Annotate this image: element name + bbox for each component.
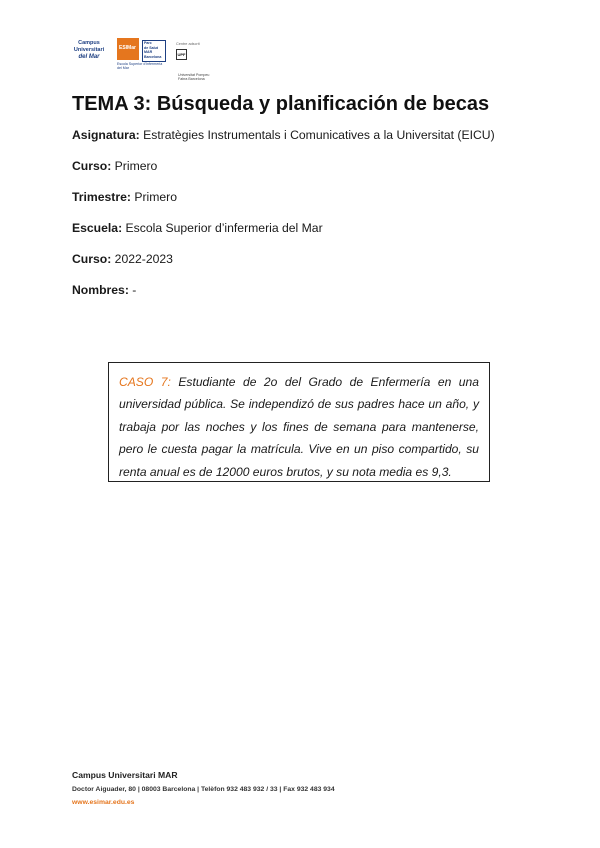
esimar-logo-subtitle: Escola Superior d'Infermeria del Mar [117, 62, 163, 71]
field-label: Nombres: [72, 283, 129, 297]
field-label: Escuela: [72, 221, 123, 235]
upf-logo-caption: Centre adscrit [176, 42, 200, 46]
field-value: Primero [130, 190, 177, 204]
field-curso [72, 159, 157, 173]
field-escuela [72, 221, 323, 235]
upf-logo-mark: UPF [176, 49, 187, 60]
campus-mar-logo-line3: del Mar [78, 54, 100, 60]
campus-mar-logo-line1: Campus [78, 40, 100, 46]
field-value: Escola Superior d’infermeria del Mar [122, 221, 323, 235]
footer-website-link[interactable]: www.esimar.edu.es [72, 799, 135, 806]
field-value: 2022-2023 [111, 252, 173, 266]
parc-salut-line-1: Parc [144, 41, 152, 45]
esimar-logo-mark [117, 38, 139, 60]
case-label: CASO 7: [119, 375, 171, 389]
esimar-logo-text: ESIMar [119, 45, 136, 51]
page-footer [72, 770, 335, 806]
document-title: TEMA 3: Búsqueda y planificación de becas [72, 93, 490, 115]
upf-logo [176, 42, 216, 85]
case-box [108, 362, 490, 482]
field-label: Curso: [72, 252, 112, 266]
field-nombres [72, 283, 136, 297]
footer-campus-name: Campus Universitari MAR [72, 770, 178, 780]
field-trimestre [72, 190, 177, 204]
field-label: Asignatura: [72, 128, 140, 142]
parc-salut-line-4: Barcelona [144, 54, 162, 59]
case-text [119, 371, 479, 483]
field-value: - [128, 283, 137, 297]
field-label: Trimestre: [72, 190, 131, 204]
parc-salut-line-2: de Salut [144, 45, 158, 50]
field-label: Curso: [72, 159, 112, 173]
field-asignatura [72, 128, 495, 142]
field-curso-year [72, 252, 173, 266]
parc-salut-mar-logo [142, 40, 166, 62]
esimar-logo [117, 38, 165, 72]
field-value: Estratègies Instrumentals i Comunicatives a la Universitat (EICU) [139, 128, 495, 142]
field-value: Primero [111, 159, 158, 173]
upf-logo-name: Universitat Pompeu Fabra Barcelona [178, 73, 210, 81]
parc-salut-line-3: MAR [144, 50, 153, 55]
case-body: Estudiante de 2o del Grado de Enfermería en una universidad pública. Se independizó de sus padres hace un año, y trabaja por las noches y los fines de semana para mantenerse, pero le cuesta pagar la matrícula. Vive en un piso compartido, su renta anual es de 12000 euros brutos, y su nota media es 9,3. [119, 375, 479, 479]
footer-address: Doctor Aiguader, 80 | 08003 Barcelona | Telèfon 932 483 932 / 33 | Fax 932 483 934 [72, 786, 335, 793]
campus-mar-logo [72, 40, 106, 61]
campus-mar-logo-line2: Universitari [73, 47, 105, 53]
